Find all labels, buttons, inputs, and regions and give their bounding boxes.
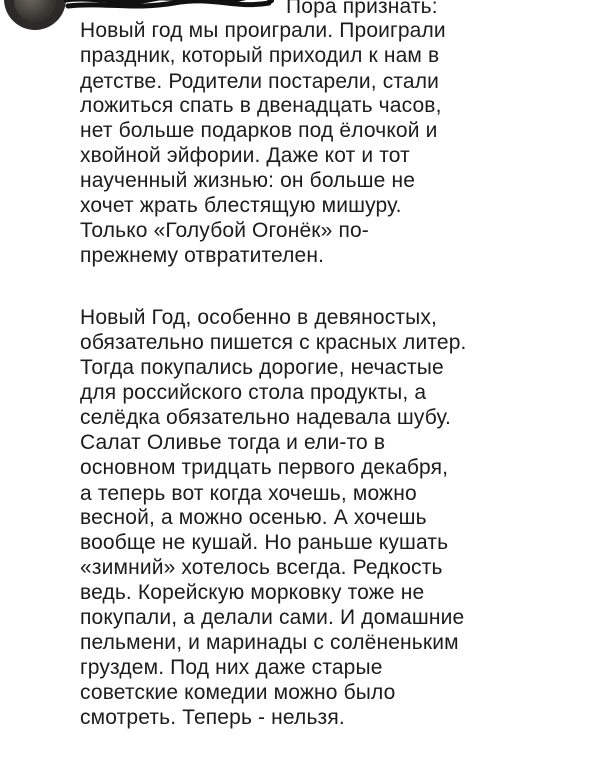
text-line: «зимний» хотелось всегда. Редкость xyxy=(80,556,443,579)
text-line: ложиться спать в двенадцать часов, xyxy=(80,94,442,117)
text-line: хочет жрать блестящую мишуру. xyxy=(80,194,402,217)
text-line: покупали, а делали сами. И домашние xyxy=(80,606,465,629)
text-line: нет больше подарков под ёлочкой и xyxy=(80,119,438,142)
text-line: наученный жизнью: он больше не xyxy=(80,169,416,192)
text-line: а теперь вот когда хочешь, можно xyxy=(80,482,417,505)
text-line: праздник, который приходил к нам в xyxy=(80,44,440,67)
text-line: Пора признать: xyxy=(286,0,438,18)
text-line: пельмени, и маринады с солёненьким xyxy=(80,631,459,654)
text-line: для российского стола продукты, а xyxy=(80,381,427,404)
text-line: советские комедии можно было xyxy=(80,681,396,704)
text-line: Салат Оливье тогда и ели-то в xyxy=(80,431,386,454)
text-line: основном тридцать первого декабря, xyxy=(80,456,449,479)
text-line: детстве. Родители постарели, стали xyxy=(80,70,440,93)
author-avatar[interactable] xyxy=(4,0,66,30)
text-line: смотреть. Теперь - нельзя. xyxy=(80,706,345,729)
text-line: Новый Год, особенно в девяностых, xyxy=(80,306,438,329)
text-line: вообще не кушай. Но раньше кушать xyxy=(80,531,449,554)
text-line: Новый год мы проиграли. Проиграли xyxy=(80,19,446,42)
text-line: селёдка обязательно надевала шубу. xyxy=(80,406,452,429)
text-line: хвойной эйфории. Даже кот и тот xyxy=(80,144,410,167)
text-line: Тогда покупались дорогие, нечастые xyxy=(80,356,444,379)
text-line: обязательно пишется с красных литер. xyxy=(80,331,467,354)
text-line: весной, а можно осенью. А хочешь xyxy=(80,506,427,529)
text-line: прежнему отвратителен. xyxy=(80,244,325,267)
redacted-username-scribble xyxy=(64,0,274,14)
text-line: груздем. Под них даже старые xyxy=(80,656,383,679)
text-line: ведь. Корейскую морковку тоже не xyxy=(80,581,425,604)
text-line: Только «Голубой Огонёк» по- xyxy=(80,219,369,242)
